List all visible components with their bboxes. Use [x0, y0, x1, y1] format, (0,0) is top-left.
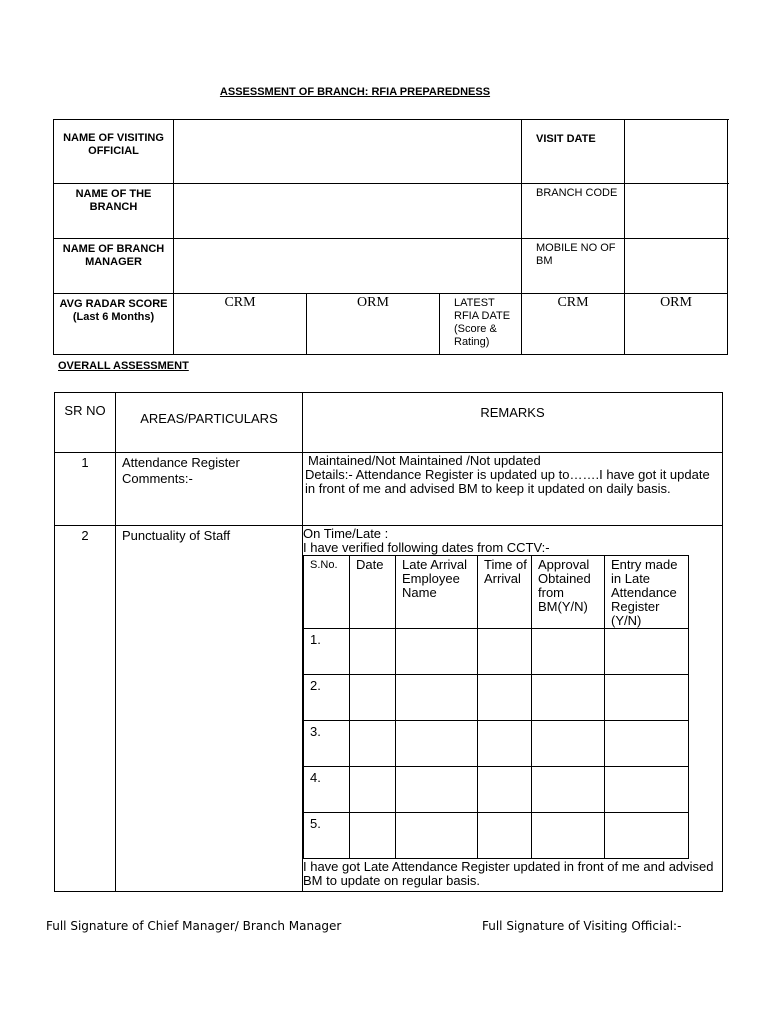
visiting-official-label: NAME OF VISITING OFFICIAL — [54, 120, 174, 184]
row2-remarks[interactable] — [303, 526, 723, 892]
row1-remark-status: Maintained/Not Maintained /Not updated — [308, 453, 541, 468]
cctv-row-sno: 1. — [304, 629, 350, 675]
visiting-official-field[interactable] — [174, 120, 522, 184]
cctv-cell[interactable] — [350, 813, 396, 859]
cctv-row-sno: 2. — [304, 675, 350, 721]
avg-radar-label — [54, 294, 174, 355]
cctv-cell[interactable] — [478, 813, 532, 859]
cctv-cell[interactable] — [478, 675, 532, 721]
latest-rfia-label: LATEST RFIA DATE (Score & Rating) — [440, 294, 522, 355]
row1-sr: 1 — [55, 453, 116, 526]
cctv-cell[interactable] — [396, 767, 478, 813]
branch-info-table — [53, 119, 728, 355]
table-row — [304, 813, 689, 859]
cctv-cell[interactable] — [605, 721, 689, 767]
cctv-row-sno: 4. — [304, 767, 350, 813]
cctv-cell[interactable] — [396, 721, 478, 767]
rfia-orm-field[interactable]: ORM — [625, 294, 728, 355]
row2-area: Punctuality of Staff — [116, 526, 303, 892]
cctv-cell[interactable] — [532, 721, 605, 767]
row2-footer-remark: I have got Late Attendance Register updated in front of me and advised BM to update on regular basis. — [303, 859, 714, 888]
branch-name-field[interactable] — [174, 184, 522, 239]
radar-crm-field[interactable]: CRM — [174, 294, 307, 355]
table-row — [304, 721, 689, 767]
signature-left-label: Full Signature of Chief Manager/ Branch Manager — [46, 919, 342, 933]
row1-area — [116, 453, 303, 526]
cctv-cell[interactable] — [350, 721, 396, 767]
cctv-cell[interactable] — [478, 767, 532, 813]
branch-manager-label: NAME OF BRANCH MANAGER — [54, 239, 174, 294]
table-row — [304, 629, 689, 675]
row1-comments-label: Comments:- — [122, 471, 193, 486]
cctv-cell[interactable] — [396, 813, 478, 859]
cctv-cell[interactable] — [605, 629, 689, 675]
cctv-cell[interactable] — [350, 675, 396, 721]
branch-code-field[interactable] — [625, 184, 728, 239]
cctv-cell[interactable] — [396, 675, 478, 721]
cctv-header-entry: Entry made in Late Attendance Register (Y/N) — [605, 556, 689, 629]
cctv-cell[interactable] — [350, 767, 396, 813]
visit-date-field[interactable] — [625, 120, 728, 184]
cctv-cell[interactable] — [532, 813, 605, 859]
cctv-cell[interactable] — [605, 675, 689, 721]
overall-assessment-table — [54, 392, 723, 892]
table-row — [304, 675, 689, 721]
visit-date-label: VISIT DATE — [522, 120, 625, 184]
rfia-crm-field[interactable]: CRM — [522, 294, 625, 355]
mobile-field[interactable] — [625, 239, 728, 294]
mobile-label: MOBILE NO OF BM — [522, 239, 625, 294]
cctv-cell[interactable] — [478, 629, 532, 675]
overall-assessment-heading: OVERALL ASSESSMENT — [58, 360, 189, 372]
cctv-cell[interactable] — [350, 629, 396, 675]
cctv-cell[interactable] — [478, 721, 532, 767]
branch-name-label: NAME OF THE BRANCH — [54, 184, 174, 239]
signature-right-label: Full Signature of Visiting Official:- — [482, 919, 682, 933]
sr-no-header: SR NO — [55, 393, 116, 453]
row2-sr: 2 — [55, 526, 116, 892]
cctv-row-sno: 3. — [304, 721, 350, 767]
cctv-cell[interactable] — [605, 813, 689, 859]
cctv-cell[interactable] — [396, 629, 478, 675]
cctv-header-time: Time of Arrival — [478, 556, 532, 629]
table-row — [304, 767, 689, 813]
cctv-header-employee: Late Arrival Employee Name — [396, 556, 478, 629]
remarks-header: REMARKS — [303, 393, 723, 453]
page-title: ASSESSMENT OF BRANCH: RFIA PREPAREDNESS — [219, 86, 491, 98]
branch-code-label: BRANCH CODE — [522, 184, 625, 239]
cctv-header-approval: Approval Obtained from BM(Y/N) — [532, 556, 605, 629]
areas-header: AREAS/PARTICULARS — [116, 393, 303, 453]
row1-remarks[interactable] — [303, 453, 723, 526]
avg-radar-subtitle: (Last 6 Months) — [72, 311, 155, 323]
row1-remark-details: Details:- Attendance Register is updated up to…….I have got it update in front of me and advised BM to keep it updated on daily basis. — [305, 467, 710, 496]
cctv-row-sno: 5. — [304, 813, 350, 859]
cctv-header-date: Date — [350, 556, 396, 629]
avg-radar-title: AVG RADAR SCORE — [59, 298, 168, 310]
cctv-cell[interactable] — [532, 767, 605, 813]
cctv-table — [303, 555, 689, 859]
branch-manager-field[interactable] — [174, 239, 522, 294]
radar-orm-field[interactable]: ORM — [307, 294, 440, 355]
row2-remark-cctv: I have verified following dates from CCTV:- — [303, 540, 550, 555]
row1-area-label: Attendance Register — [122, 455, 240, 470]
row2-remark-status: On Time/Late : — [303, 526, 389, 541]
cctv-cell[interactable] — [532, 629, 605, 675]
cctv-cell[interactable] — [532, 675, 605, 721]
cctv-header-sno: S.No. — [304, 556, 350, 629]
cctv-cell[interactable] — [605, 767, 689, 813]
